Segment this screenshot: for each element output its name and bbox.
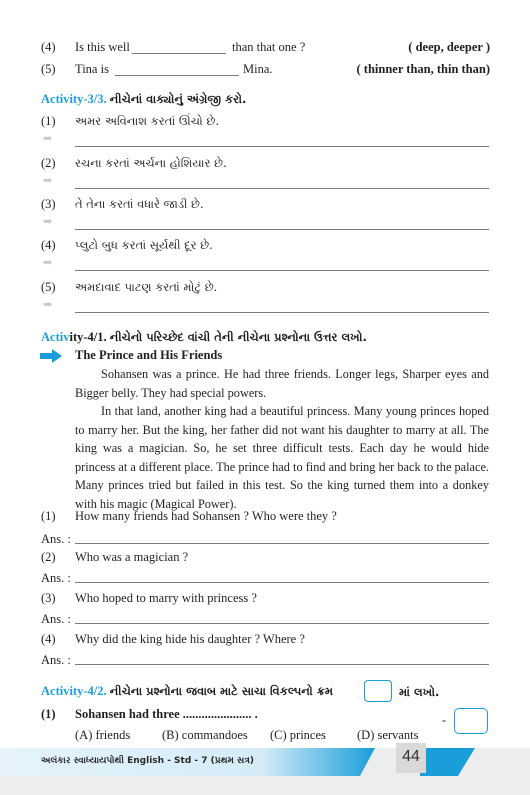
question-text: How many friends had Sohansen ? Who were they ? [75,509,337,523]
gujarati-sentence: અમર અવિનાશ કરતાં ઊંચો છે. [75,114,219,128]
question-text: Who hoped to marry with princess ? [75,591,257,605]
arrow-icon [40,349,62,363]
activity-4-2-heading [41,684,333,699]
ans-label: Ans. : [41,571,71,585]
answer-line [75,146,489,147]
gujarati-sentence: રચના કરતાં અર્ચના હોશિયાર છે. [75,156,227,170]
question-text: Why did the king hide his daughter ? Where ? [75,632,305,646]
arrow-icon: ➡ [43,133,53,145]
activity-label-part: Activ [41,330,70,344]
mcq-option: (D) servants [357,728,419,742]
activity-4-1-heading [41,330,367,345]
activity-instruction: નીચેનાં વાક્યોનું અંગ્રેજી કરો. [109,92,247,106]
item-number: (4) [41,238,56,252]
page-number: 44 [402,748,420,765]
gujarati-sentence: પ્લુટો બુધ કરતાં સૂર્યથી દૂર છે. [75,238,213,252]
item-text: Tina is [75,62,109,76]
blank-line [132,53,226,54]
item-number: (2) [41,156,56,170]
ans-label: Ans. : [41,653,71,667]
question-number: (3) [41,591,56,605]
mcq-option: (C) princes [270,728,326,742]
word-hint: ( deep, deeper ) [408,40,490,54]
passage-paragraph: In that land, another king had a beautiful princess. Many young princes hoped to marry her. But the king, her father did not want his daughter to marry at all. The king was a magician. So, he set three difficult tests. Each day he would hide princess at a different place. The prince had to find and bring her back to the palace. Many princes tried but failed in this test. So the king turned them into a donkey with his magic (Magical Power). [75,404,489,511]
mcq-option: (A) friends [75,728,131,742]
answer-box-example [364,680,392,702]
item-number: (5) [41,62,56,76]
blank-line [115,75,239,76]
ans-label: Ans. : [41,532,71,546]
arrow-icon: ➡ [43,257,53,269]
word-hint: ( thinner than, thin than) [356,62,490,76]
gujarati-sentence: તે તેના કરતાં વધારે જાડી છે. [75,197,204,211]
answer-line [75,312,489,313]
item-number: (3) [41,197,56,211]
answer-line [75,188,489,189]
page-number-box [396,743,426,773]
item-text: Is this well [75,40,130,54]
item-number: (5) [41,280,56,294]
item-number: (1) [41,114,56,128]
activity-3-3-heading [41,92,246,107]
answer-box[interactable] [454,708,488,734]
mcq-option: (B) commandoes [162,728,248,742]
answer-line [75,664,489,665]
question-number: (1) [41,509,56,523]
answer-line [75,623,489,624]
question-number: (2) [41,550,56,564]
arrow-icon: ➡ [43,175,53,187]
answer-line [75,543,489,544]
activity-label-part: ity-4/1. [69,330,107,344]
activity-label: Activity-4/2. [41,684,107,698]
arrow-icon: ➡ [43,216,53,228]
activity-instruction: નીચેનો પરિચ્છેદ વાંચી તેની નીચેના પ્રશ્નોના ઉત્તર લખો. [109,330,367,344]
answer-line [75,582,489,583]
activity-instruction: નીચેના પ્રશ્નોના જવાબ માટે સાચા વિકલ્પનો ક્રમ [109,684,333,698]
question-text: Who was a magician ? [75,550,189,564]
gujarati-sentence: અમદાવાદ પાટણ કરતાં મોટું છે. [75,280,218,294]
activity-instruction-end: માં લખો. [399,685,440,699]
activity-label: Activity-3/3. [41,92,107,106]
footer-book-title: અલંકાર સ્વાધ્યાયપોથી English - Std - 7 (પ્રથમ સત્ર) [41,756,254,766]
answer-line [75,229,489,230]
passage-paragraph: Sohansen was a prince. He had three friends. Longer legs, Sharper eyes and Bigger belly. They had special powers. [75,367,489,400]
ans-label: Ans. : [41,612,71,626]
mcq-number: (1) [41,707,56,721]
passage-title: The Prince and His Friends [75,348,223,362]
dash: - [442,713,447,727]
item-text: Mina. [243,62,273,76]
item-text: than that one ? [232,40,306,54]
answer-line [75,270,489,271]
mcq-question: Sohansen had three ...................... . [75,707,258,721]
arrow-icon: ➡ [43,299,53,311]
item-number: (4) [41,40,56,54]
question-number: (4) [41,632,56,646]
